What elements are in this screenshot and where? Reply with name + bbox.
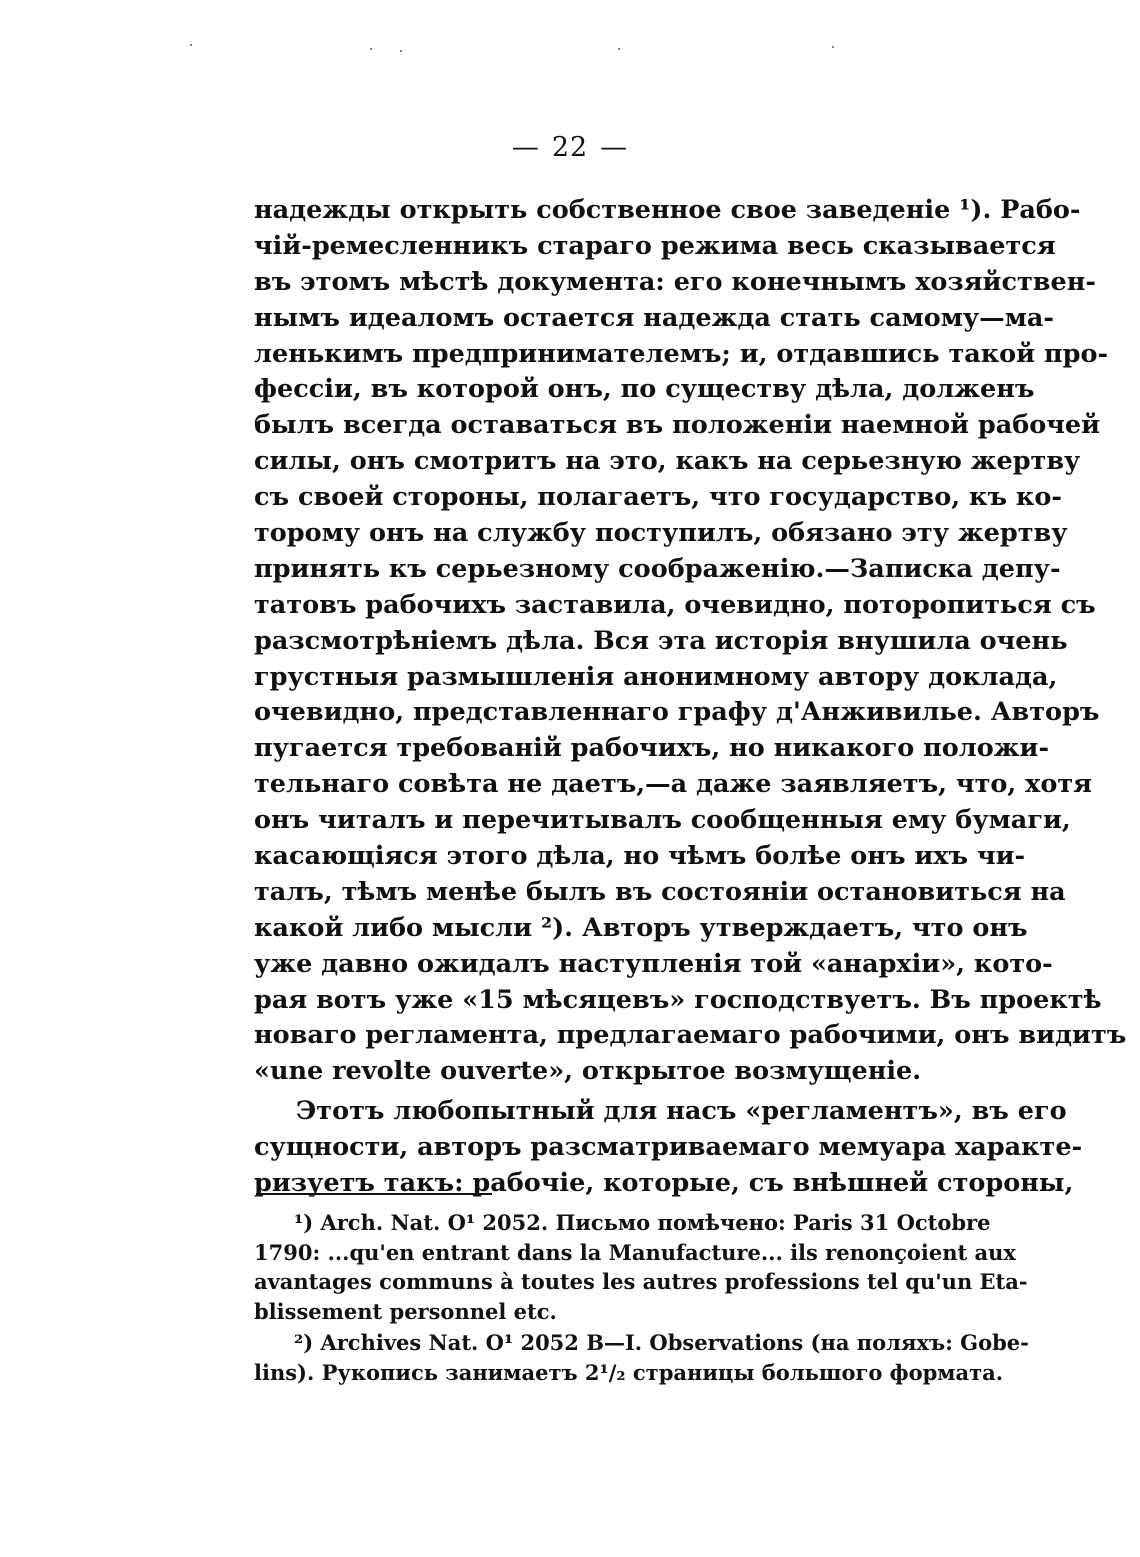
- text-line: какой либо мысли ²). Авторъ утверждаетъ, что онъ: [254, 912, 1028, 943]
- paragraph-2: [254, 1094, 1083, 1202]
- text-line: фессіи, въ которой онъ, по существу дѣла, долженъ: [254, 374, 1035, 405]
- footnote-1: [254, 1208, 1028, 1326]
- footnote-line: ²) Archives Nat. O¹ 2052 B—I. Observations (на поляхъ: Gobe-: [294, 1330, 1029, 1355]
- text-line: новаго регламента, предлагаемаго рабочими, онъ видитъ: [254, 1020, 1127, 1051]
- text-line: касающіяся этого дѣла, но чѣмъ болѣе онъ ихъ чи-: [254, 841, 1026, 872]
- footnotes: [254, 1208, 1029, 1387]
- footnote-line: blissement personnel etc.: [254, 1298, 557, 1324]
- text-line: рая вотъ уже «15 мѣсяцевъ» господствуетъ. Въ проектѣ: [254, 984, 1102, 1015]
- print-speck: [400, 50, 402, 52]
- text-line: грустныя размышленія анонимному автору доклада,: [254, 661, 1058, 692]
- text-line: «une revolte ouverte», открытое возмущеніе.: [254, 1056, 922, 1087]
- page-number-dash-left: —: [511, 132, 540, 163]
- footnote-divider: [256, 1193, 492, 1195]
- footnote-line: ¹) Arch. Nat. O¹ 2052. Письмо помѣчено: Paris 31 Octobre: [294, 1210, 991, 1235]
- text-line: уже давно ожидалъ наступленія той «анархіи», кото-: [254, 948, 1053, 979]
- print-speck: [618, 48, 620, 50]
- text-line: татовъ рабочихъ заставила, очевидно, поторопиться съ: [254, 589, 1096, 620]
- text-line: чій-ремесленникъ стараго режима весь сказывается: [254, 230, 1056, 261]
- footnote-line: 1790: ...qu'en entrant dans la Manufacture... ils renonçoient aux: [254, 1239, 1016, 1265]
- text-line: принять къ серьезному соображенію.—Записка депу-: [254, 553, 1061, 584]
- text-line: сущности, авторъ разсматриваемаго мемуара характе-: [254, 1132, 1083, 1163]
- footnote-line: avantages communs à toutes les autres professions tel qu'un Eta-: [254, 1269, 1028, 1294]
- text-line: талъ, тѣмъ менѣе былъ въ состояніи остановиться на: [254, 876, 1066, 907]
- text-line: ленькимъ предпринимателемъ; и, отдавшись такой про-: [254, 338, 1109, 369]
- main-text: [254, 193, 1127, 1202]
- text-line: пугается требованій рабочихъ, но никакого положи-: [254, 733, 1050, 764]
- text-line: въ этомъ мѣстѣ документа: его конечнымъ хозяйствен-: [254, 266, 1096, 297]
- text-line: ризуетъ такъ: рабочіе, которые, съ внѣшней стороны,: [254, 1168, 1074, 1199]
- print-speck: [190, 44, 192, 46]
- page-number-dash-right: —: [600, 132, 629, 163]
- text-line: былъ всегда оставаться въ положеніи наемной рабочей: [254, 410, 1101, 441]
- footnote-2: [254, 1328, 1029, 1387]
- text-line: онъ читалъ и перечитывалъ сообщенныя ему бумаги,: [254, 805, 1071, 836]
- text-line: нымъ идеаломъ остается надежда стать самому—ма-: [254, 302, 1055, 333]
- text-line: очевидно, представленнаго графу д'Анживилье. Авторъ: [254, 697, 1100, 728]
- text-line: разсмотрѣніемъ дѣла. Вся эта исторія внушила очень: [254, 625, 1068, 656]
- text-line: тельнаго совѣта не даетъ,—а даже заявляетъ, что, хотя: [254, 769, 1093, 800]
- footnote-line: lins). Рукопись занимаетъ 2¹/₂ страницы большого формата.: [254, 1359, 1004, 1385]
- text-line: съ своей стороны, полагаетъ, что государство, къ ко-: [254, 482, 1062, 513]
- text-line: Этотъ любопытный для насъ «регламентъ», въ его: [296, 1096, 1067, 1127]
- text-line: надежды открыть собственное свое заведеніе ¹). Рабо-: [254, 195, 1081, 225]
- text-line: торому онъ на службу поступилъ, обязано эту жертву: [254, 518, 1068, 549]
- print-speck: [370, 48, 372, 50]
- print-speck: [832, 46, 834, 48]
- page-number-value: 22: [551, 132, 589, 163]
- page-number: [0, 132, 1140, 163]
- text-line: силы, онъ смотритъ на это, какъ на серьезную жертву: [254, 446, 1081, 477]
- paragraph-1: [254, 193, 1127, 1090]
